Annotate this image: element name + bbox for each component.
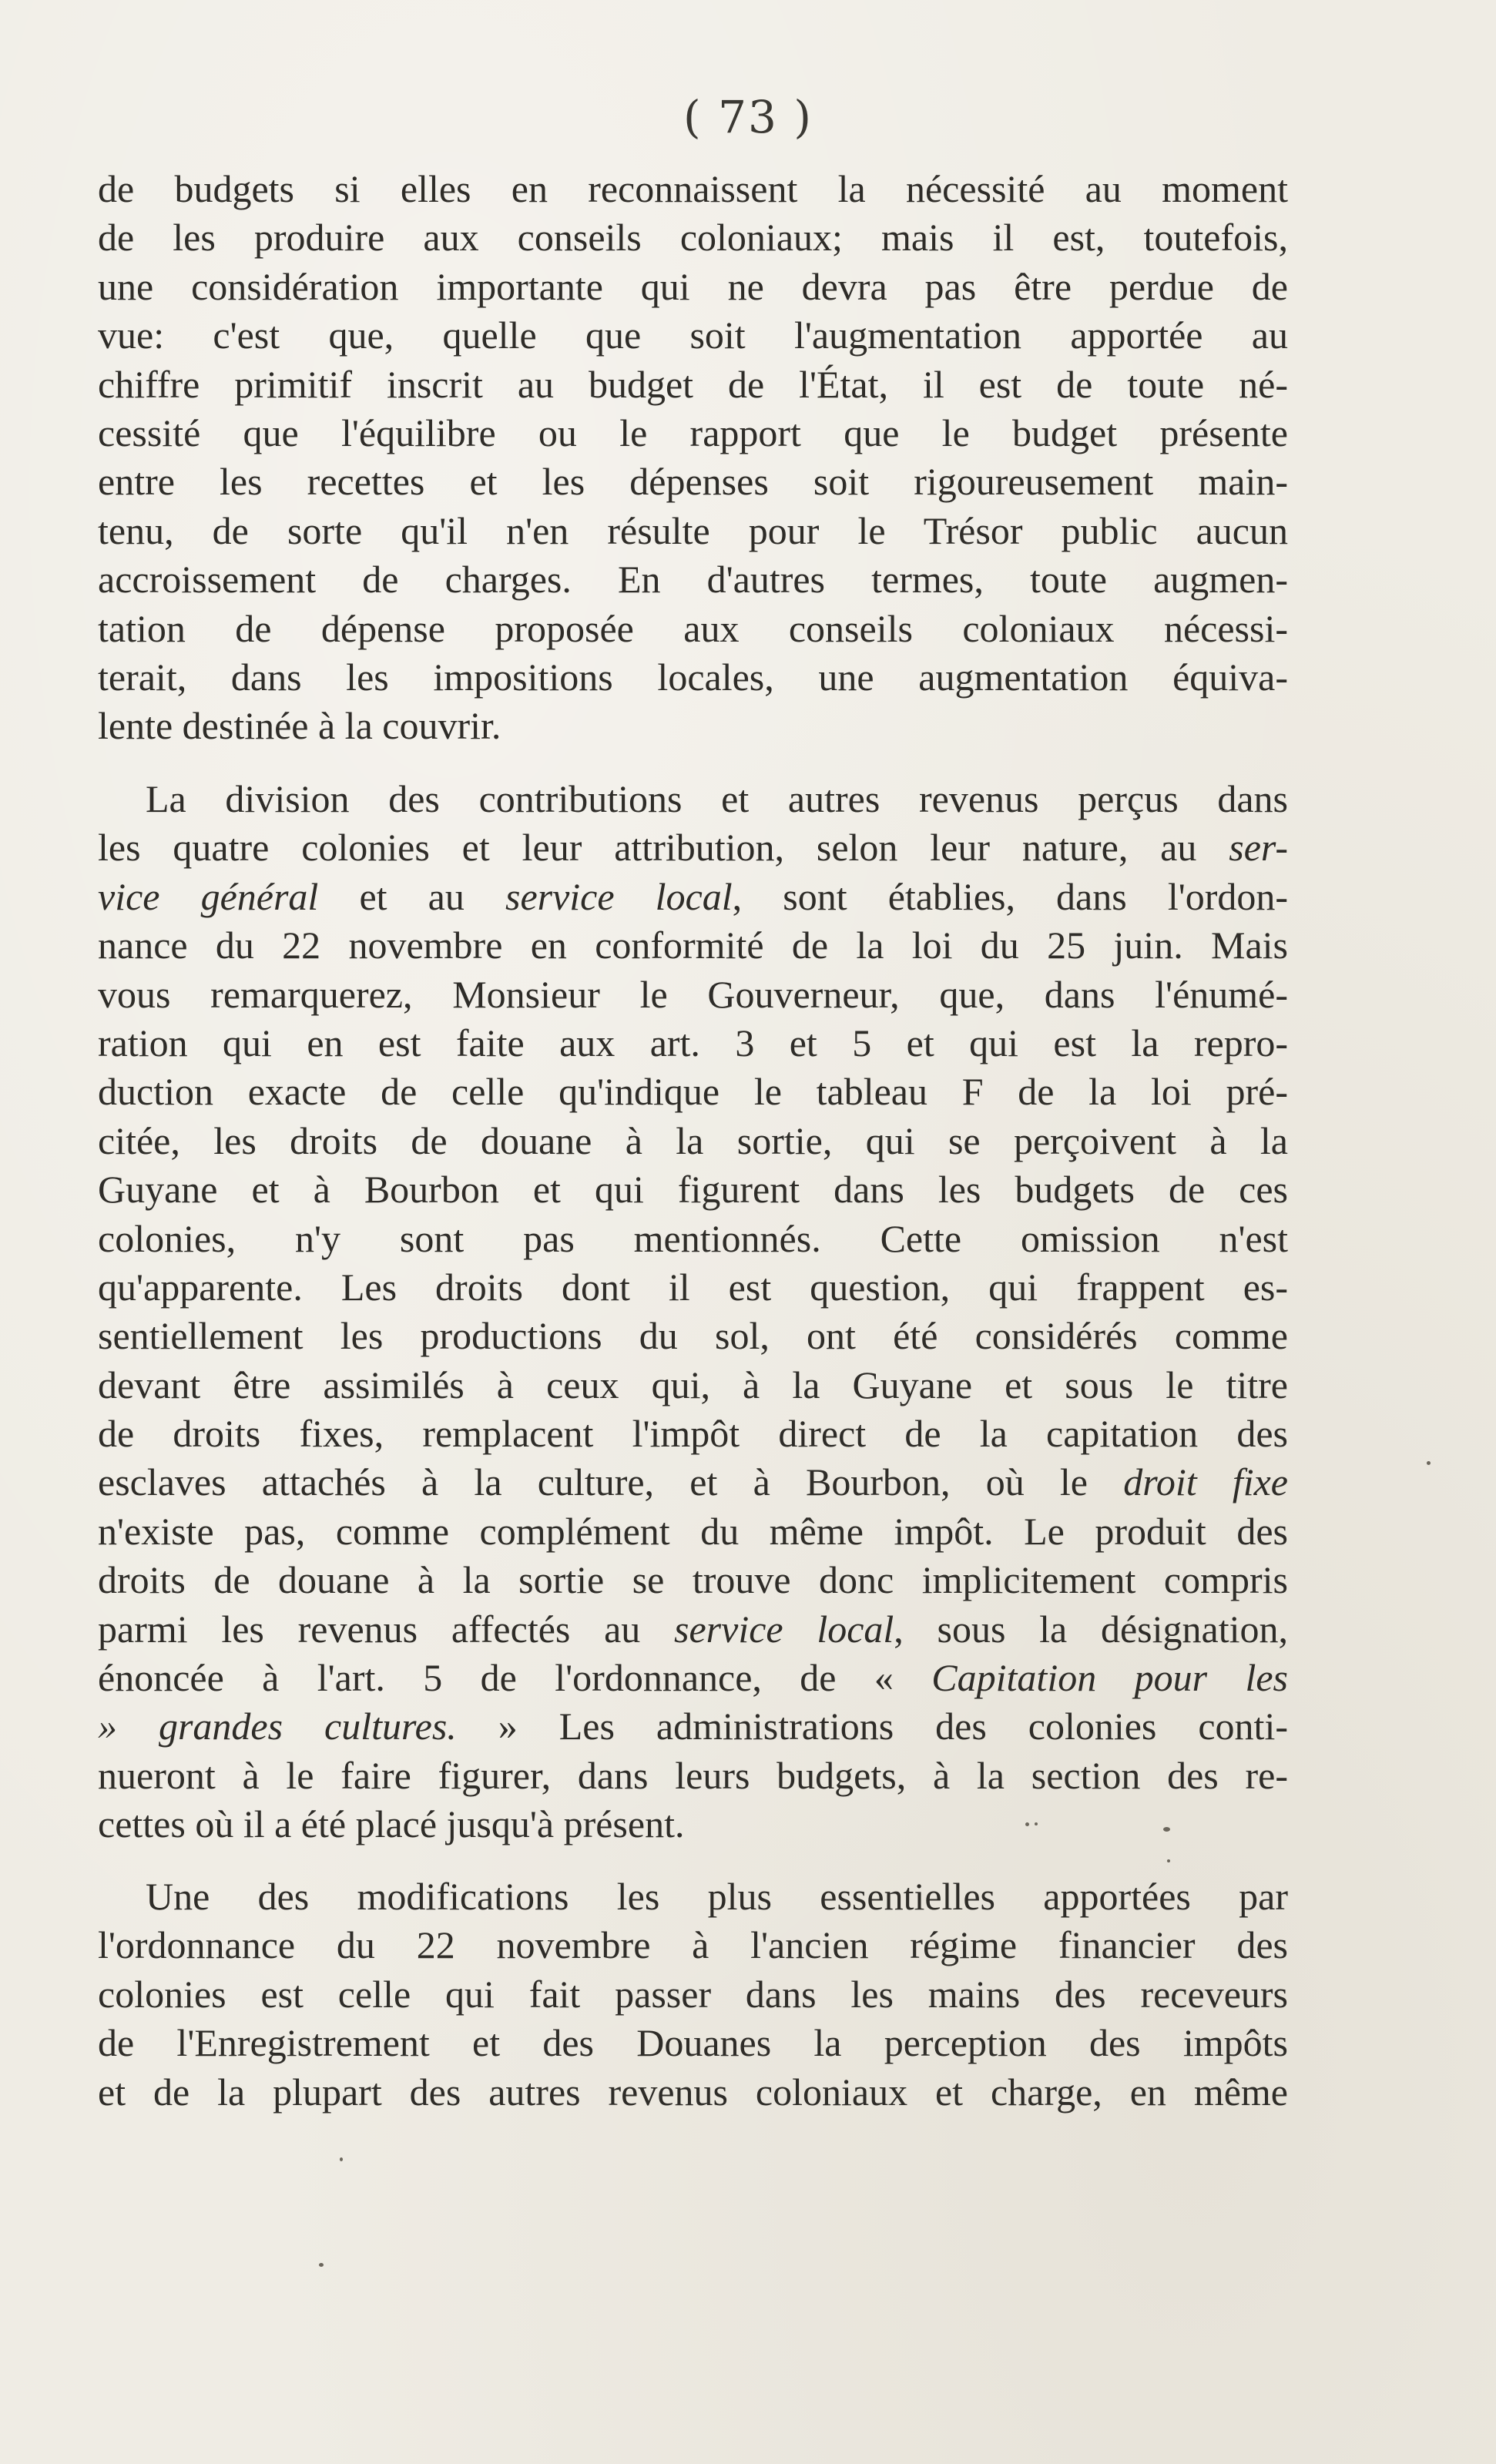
text-line: ration qui en est faite aux art. 3 et 5 et qui est la repro- (98, 1021, 1288, 1064)
text-line: chiffre primitif inscrit au budget de l'État, il est de toute né- (98, 362, 1288, 406)
text-fragment: les quatre colonies et leur attribution, selon leur nature, au (98, 826, 1197, 870)
text-line: cettes où il a été placé jusqu'à présent. (98, 1802, 685, 1846)
paragraph-3 (98, 1872, 1288, 2117)
ink-speck (1427, 1461, 1431, 1465)
text-line: tation de dépense proposée aux conseils coloniaux nécessi- (98, 606, 1288, 650)
italic-fragment: vice général (98, 874, 319, 918)
paragraph-2 (98, 775, 1288, 1849)
text-line (98, 873, 1288, 921)
text-line: entre les recettes et les dépenses soit rigoureusement main- (98, 460, 1288, 504)
text-line: Une des modifications les plus essentielles apportées par (146, 1875, 1288, 1918)
italic-fragment: ser- (1229, 826, 1288, 870)
italic-fragment: service local (674, 1607, 894, 1651)
text-fragment: , sous la désignation, (894, 1607, 1288, 1651)
text-line (98, 1605, 1288, 1654)
text-line (98, 823, 1288, 872)
text-line: vue: c'est que, quelle que soit l'augmentation apportée au (98, 313, 1288, 357)
ink-speck (1163, 1827, 1170, 1832)
text-fragment: esclaves attachés à la culture, et à Bourbon, où le (98, 1460, 1088, 1504)
text-line: Guyane et à Bourbon et qui figurent dans les budgets de ces (98, 1168, 1288, 1212)
italic-fragment: Capitation pour les (931, 1656, 1288, 1700)
text-line: n'existe pas, comme complément du même impôt. Le produit des (98, 1509, 1288, 1553)
italic-fragment: » grandes cultures. (98, 1705, 457, 1748)
text-line: devant être assimilés à ceux qui, à la Guyane et sous le titre (98, 1363, 1288, 1406)
paragraph-1 (98, 165, 1288, 751)
text-line: une considération importante qui ne devra pas être perdue de (98, 264, 1288, 308)
text-line: tenu, de sorte qu'il n'en résulte pour le Trésor public aucun (98, 508, 1288, 552)
text-line: de les produire aux conseils coloniaux; mais il est, toutefois, (98, 216, 1288, 260)
text-fragment: énoncée à l'art. 5 de l'ordonnance, de « (98, 1656, 894, 1700)
text-line: terait, dans les impositions locales, une augmentation équiva- (98, 655, 1288, 699)
text-line: nance du 22 novembre en conformité de la loi du 25 juin. Mais (98, 924, 1288, 967)
text-line: lente destinée à la couvrir. (98, 704, 501, 748)
text-line: accroissement de charges. En d'autres termes, toute augmen- (98, 558, 1288, 602)
italic-fragment: service local (505, 874, 733, 918)
text-line: de budgets si elles en reconnaissent la nécessité au moment (98, 167, 1288, 210)
ink-speck (340, 2157, 343, 2161)
ink-speck (319, 2263, 324, 2267)
text-fragment: parmi les revenus affectés au (98, 1607, 641, 1651)
ink-speck (1035, 1822, 1038, 1825)
italic-fragment: droit fixe (1123, 1460, 1288, 1504)
text-line: droits de douane à la sortie se trouve donc implicitement compris (98, 1558, 1288, 1602)
text-line (98, 1654, 1288, 1702)
text-line: de droits fixes, remplacent l'impôt direct de la capitation des (98, 1412, 1288, 1456)
text-line (98, 1702, 1288, 1751)
text-line (98, 1458, 1288, 1507)
text-line: de l'Enregistrement et des Douanes la perception des impôts (98, 2021, 1288, 2065)
text-line: cessité que l'équilibre ou le rapport que le budget présente (98, 411, 1288, 454)
text-line: colonies est celle qui fait passer dans les mains des receveurs (98, 1972, 1288, 2016)
text-line: colonies, n'y sont pas mentionnés. Cette omission n'est (98, 1216, 1288, 1260)
text-fragment: et au (359, 874, 465, 918)
text-line: nueront à le faire figurer, dans leurs budgets, à la section des re- (98, 1753, 1288, 1797)
text-fragment: » Les administrations des colonies conti- (498, 1705, 1288, 1748)
text-line: et de la plupart des autres revenus coloniaux et charge, en même (98, 2070, 1288, 2114)
text-line: duction exacte de celle qu'indique le tableau F de la loi pré- (98, 1070, 1288, 1114)
text-line: l'ordonnance du 22 novembre à l'ancien régime financier des (98, 1923, 1288, 1967)
text-line: vous remarquerez, Monsieur le Gouverneur, que, dans l'énumé- (98, 972, 1288, 1016)
ink-speck (1167, 1859, 1170, 1862)
page-number: ( 73 ) (683, 91, 813, 143)
text-fragment: , sont établies, dans l'ordon- (732, 874, 1288, 918)
text-line: La division des contributions et autres revenus perçus dans (146, 777, 1288, 820)
text-line: qu'apparente. Les droits dont il est question, qui frappent es- (98, 1265, 1288, 1309)
text-line: sentiellement les productions du sol, ont été considérés comme (98, 1314, 1288, 1358)
text-line: citée, les droits de douane à la sortie, qui se perçoivent à la (98, 1118, 1288, 1162)
ink-speck (1025, 1822, 1029, 1826)
